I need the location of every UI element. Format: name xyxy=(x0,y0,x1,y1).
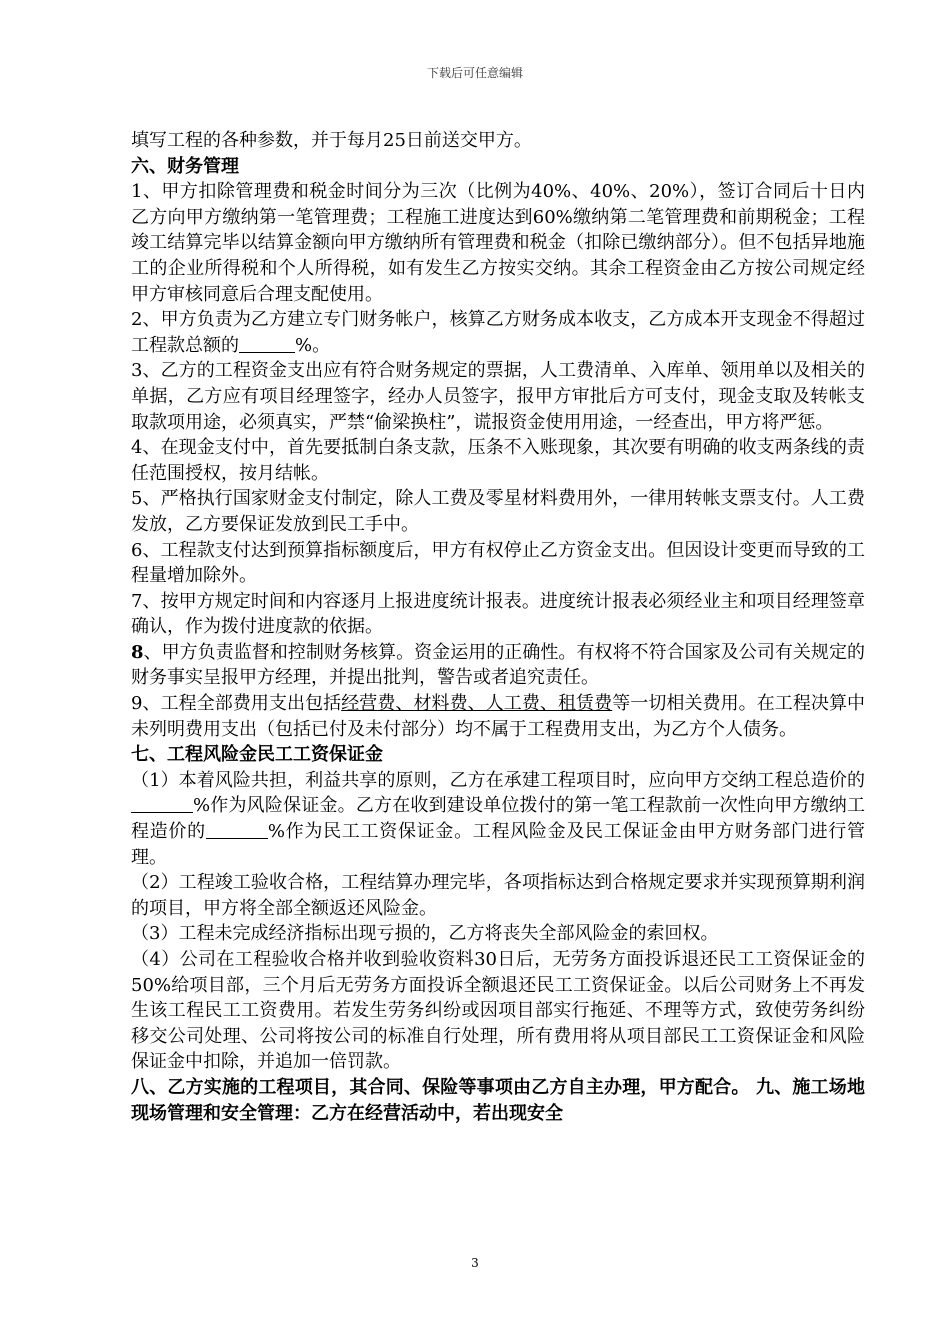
clause-6-8-number: 8 xyxy=(131,641,144,663)
clause-6-2-text: 2、甲方负责为乙方建立专门财务帐户，核算乙方财务成本收支，乙方成本开支现金不得超过工程款总额的 xyxy=(131,309,865,356)
clause-6-2-suffix: %。 xyxy=(295,334,331,356)
clause-7-1-part-b: %作为风险保证金。乙方在收到建设单位拨付的第一笔工程款前一次性向甲方缴纳工程造价的 xyxy=(131,795,865,843)
section-heading-finance: 六、财务管理 xyxy=(131,155,239,177)
clause-6-1: 1、甲方扣除管理费和税金时间分为三次（比例为40%、40%、20%），签订合同后十日内乙方向甲方缴纳第一笔管理费；工程施工进度达到60%缴纳第二笔管理费和前期税金；工程竣工结算完毕以结算金额向甲方缴纳所有管理费和税金（扣除已缴纳部分）。但不包括异地施工的企业所得税和个人所得税，如有发生乙方按实交纳。其余工程资金由乙方按公司规定经甲方审核同意后合理支配使用。 xyxy=(131,181,865,305)
clause-6-5: 5、严格执行国家财金支付制定，除人工费及零星材料费用外，一律用转帐支票支付。人工费发放，乙方要保证发放到民工手中。 xyxy=(131,488,865,535)
clause-7-3: （3）工程未完成经济指标出现亏损的，乙方将丧失全部风险金的索回权。 xyxy=(131,923,719,945)
fill-in-blank xyxy=(239,334,295,353)
clause-6-8 xyxy=(131,640,865,691)
clause-7-1-part-a: （1）本着风险共担，利益共享的原则，乙方在承建工程项目时，应向甲方交纳工程总造价的 xyxy=(131,769,865,791)
clause-7-1 xyxy=(131,768,865,870)
clause-6-7: 7、按甲方规定时间和内容逐月上报进度统计报表。进度统计报表必须经业主和项目经理签章确认，作为拨付进度款的依据。 xyxy=(131,590,865,638)
section-heading-8-9: 八、乙方实施的工程项目，其合同、保险等事项由乙方自主办理，甲方配合。 九、施工场地现场管理和安全管理：乙方在经营活动中，若出现安全 xyxy=(131,1076,865,1124)
clause-6-9-suffix: 等一切相关费用。在工程决算中未列明费用支出（包括已付及未付部分）均不属于工程费用支出，为乙方个人债务。 xyxy=(131,693,866,740)
clause-6-9-underlined: 经营费、材料费、人工费、租赁费 xyxy=(341,693,613,715)
clause-6-6: 6、工程款支付达到预算指标额度后，甲方有权停止乙方资金支出。但因设计变更而导致的工程量增加除外。 xyxy=(131,539,865,587)
fill-in-blank xyxy=(206,820,268,839)
page-header: 下载后可任意编辑 xyxy=(426,66,523,80)
section-heading-risk-deposit: 七、工程风险金民工工资保证金 xyxy=(131,744,383,766)
clause-7-4: （4）公司在工程验收合格并收到验收资料30日后，无劳务方面投诉退还民工工资保证金的50%给项目部，三个月后无劳务方面投诉全额退还民工工资保证金。以后公司财务上不再发生该工程民工工资费用。若发生劳务纠纷或因项目部实行拖延、不理等方式，致使劳务纠纷移交公司处理、公司将按公司的标准自行处理，所有费用将从项目部民工工资保证金和风险保证金中扣除，并追加一倍罚款。 xyxy=(131,949,865,1073)
fill-in-blank xyxy=(131,794,193,813)
document-body xyxy=(131,128,865,1126)
clause-6-2 xyxy=(131,307,865,358)
clause-6-3: 3、乙方的工程资金支出应有符合财务规定的票据，人工费清单、入库单、领用单以及相关的单据，乙方应有项目经理签字，经办人员签字，报甲方审批后方可支付，现金支取及转帐支取款项用途，必须真实，严禁“偷梁换柱”，谎报资金使用用途，一经查出，甲方将严惩。 xyxy=(131,360,865,433)
clause-7-1-part-c: %作为民工工资保证金。工程风险金及民工保证金由甲方财务部门进行管理。 xyxy=(131,821,866,868)
page-number: 3 xyxy=(471,1256,479,1270)
paragraph-intro: 填写工程的各种参数，并于每月25日前送交甲方。 xyxy=(131,130,532,151)
clause-6-4: 4、在现金支付中，首先要抵制白条支款，压条不入账现象，其次要有明确的收支两条线的责任范围授权，按月结帐。 xyxy=(131,437,865,484)
clause-6-8-text: 、甲方负责监督和控制财务核算。资金运用的正确性。有权将不符合国家及公司有关规定的财务事实呈报甲方经理，并提出批判，警告或者追究责任。 xyxy=(131,641,865,689)
clause-7-2: （2）工程竣工验收合格，工程结算办理完毕，各项指标达到合格规定要求并实现预算期利润的项目，甲方将全部全额返还风险金。 xyxy=(131,872,865,919)
clause-6-9 xyxy=(131,691,865,742)
clause-6-9-prefix: 9、工程全部费用支出包括 xyxy=(131,693,342,715)
